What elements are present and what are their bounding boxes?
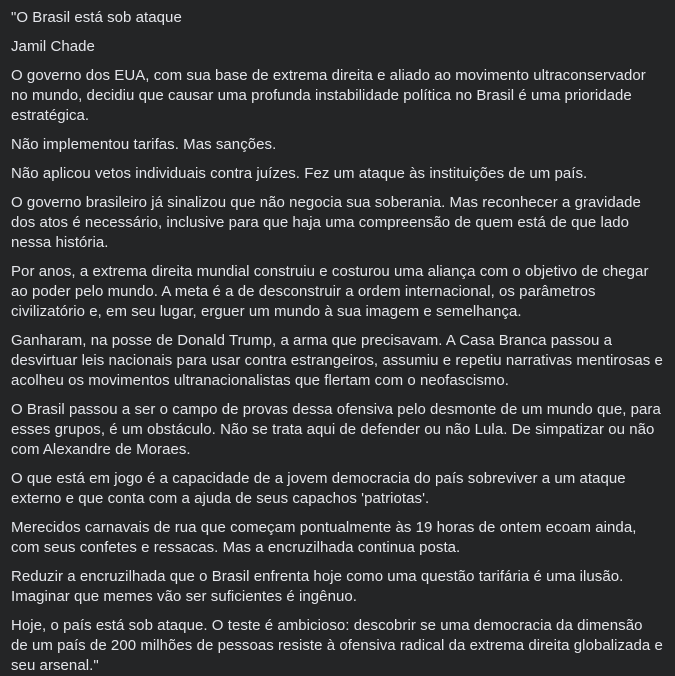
post-paragraph: Hoje, o país está sob ataque. O teste é ambicioso: descobrir se uma democracia da dimensão de um país de 200 milhões de pessoas resiste à ofensiva radical da extrema direita globalizada e seu arsenal." xyxy=(11,617,663,674)
post-paragraph-quote-title: "O Brasil está sob ataque xyxy=(11,9,182,26)
post-paragraph: O governo brasileiro já sinalizou que não negocia sua soberania. Mas reconhecer a gravidade dos atos é necessário, inclusive para que haja uma compreensão de quem está de que lado nessa história. xyxy=(11,194,641,251)
post-paragraph: Reduzir a encruzilhada que o Brasil enfrenta hoje como uma questão tarifária é uma ilusão. Imaginar que memes vão ser suficientes é ingênuo. xyxy=(11,568,624,605)
post-paragraph: Ganharam, na posse de Donald Trump, a arma que precisavam. A Casa Branca passou a desvirtuar leis nacionais para usar contra estrangeiros, assumiu e repetiu narrativas mentirosas e acolheu os movimentos ultranacionalistas que flertam com o neofascismo. xyxy=(11,332,663,389)
post-paragraph: Por anos, a extrema direita mundial construiu e costurou uma aliança com o objetivo de chegar ao poder pelo mundo. A meta é a de desconstruir a ordem internacional, os parâmetros civilizatório e, em seu lugar, erguer um mundo à sua imagem e semelhança. xyxy=(11,263,649,320)
post-paragraph: O governo dos EUA, com sua base de extrema direita e aliado ao movimento ultraconservador no mundo, decidiu que causar uma profunda instabilidade política no Brasil é uma prioridade estratégica. xyxy=(11,67,646,124)
post-paragraph: Não implementou tarifas. Mas sanções. xyxy=(11,136,277,153)
post-paragraph: O que está em jogo é a capacidade de a jovem democracia do país sobreviver a um ataque externo e que conta com a ajuda de seus capachos 'patriotas'. xyxy=(11,470,626,507)
post-paragraph-author: Jamil Chade xyxy=(11,38,95,55)
post-paragraph: O Brasil passou a ser o campo de provas dessa ofensiva pelo desmonte de um mundo que, para esses grupos, é um obstáculo. Não se trata aqui de defender ou não Lula. De simpatizar ou não com Alexandre de Moraes. xyxy=(11,401,661,458)
post-paragraph: Não aplicou vetos individuais contra juízes. Fez um ataque às instituições de um país. xyxy=(11,165,588,182)
post-paragraph: Merecidos carnavais de rua que começam pontualmente às 19 horas de ontem ecoam ainda, com seus confetes e ressacas. Mas a encruzilhada continua posta. xyxy=(11,519,637,556)
